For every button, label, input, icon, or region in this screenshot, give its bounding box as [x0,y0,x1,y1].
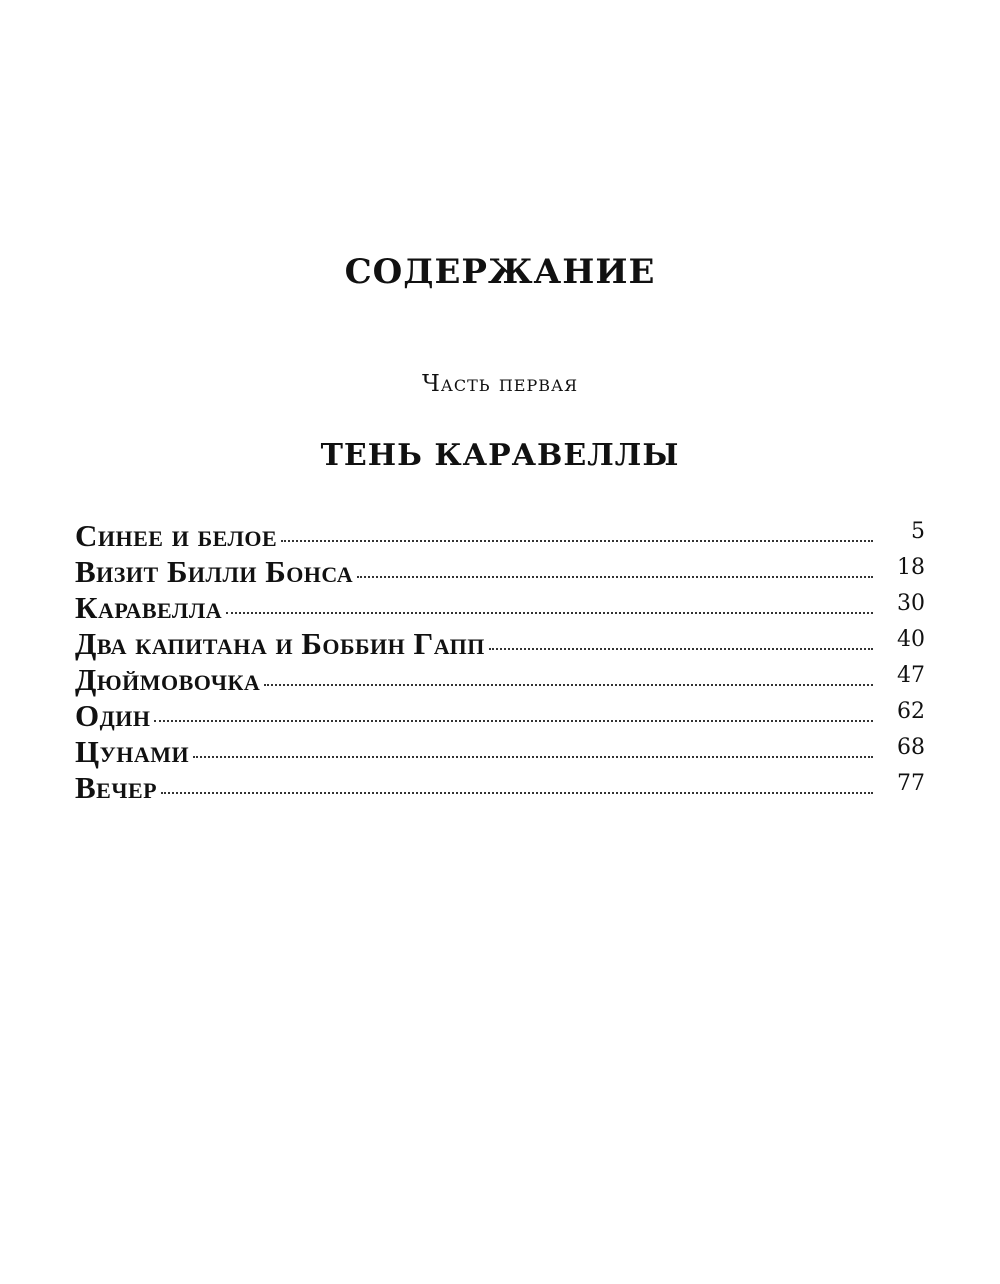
toc-entry-title: Вечер [75,770,158,805]
toc-entry [75,734,925,770]
toc-entry-page: 47 [897,663,925,688]
toc-entry [75,590,925,626]
toc-entry-page: 77 [897,771,925,796]
toc-entry [75,662,925,698]
toc-entry-title: Один [75,698,151,733]
toc-entry [75,626,925,662]
dot-leader [489,648,873,650]
toc-entry-title: Синее и белое [75,518,278,553]
toc-entry-title: Цунами [75,734,190,769]
toc-entry [75,554,925,590]
toc-entry-page: 62 [897,699,925,724]
table-of-contents [75,518,925,806]
toc-entry [75,770,925,806]
dot-leader [226,612,873,614]
dot-leader [154,720,873,722]
part-label: Часть первая [421,371,579,397]
toc-entry-page: 68 [897,735,925,760]
toc-entry-title: Дюймовочка [75,662,261,697]
toc-entry-title: Каравелла [75,590,223,625]
toc-entry-title: Визит Билли Бонса [75,554,354,589]
dot-leader [161,792,873,794]
part-title: ТЕНЬ КАРАВЕЛЛЫ [320,438,680,473]
toc-entry [75,518,925,554]
toc-entry [75,698,925,734]
toc-entry-page: 40 [897,627,925,652]
contents-heading: СОДЕРЖАНИЕ [344,252,656,292]
toc-entry-page: 30 [897,591,925,616]
toc-entry-page: 5 [911,519,925,544]
dot-leader [357,576,873,578]
toc-entry-page: 18 [897,555,925,580]
dot-leader [281,540,873,542]
toc-entry-title: Два капитана и Боббин Гапп [75,626,485,661]
dot-leader [193,756,873,758]
dot-leader [264,684,873,686]
